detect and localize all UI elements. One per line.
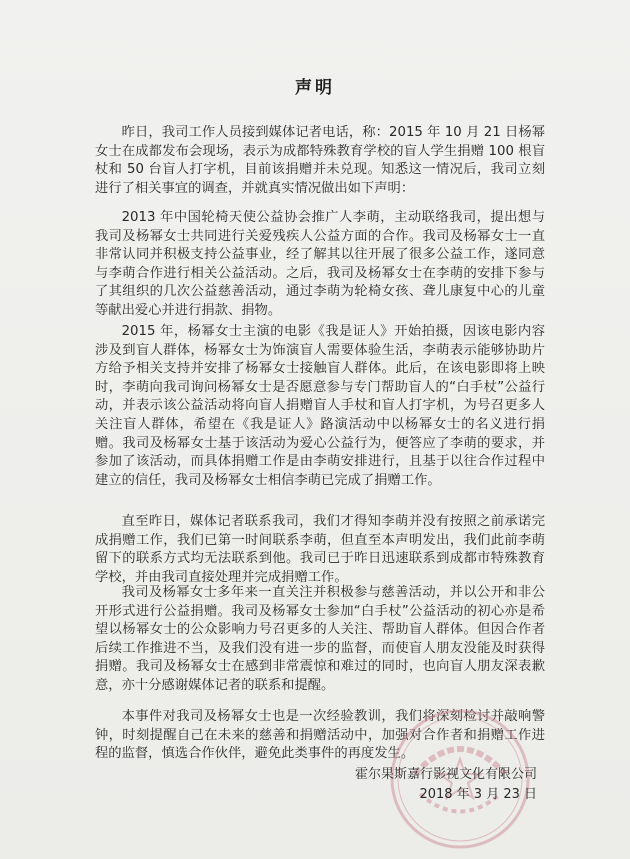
signature-date: 2018 年 3 月 23 日 <box>419 787 537 802</box>
document-title: 声明 <box>295 78 335 98</box>
paragraph-6: 本事件对我司及杨幂女士也是一次经验教训，我们将深刻检讨并敲响警钟，时刻提醒自己在未来的慈善和捐赠活动中，加强对合作者和捐赠工作进程的监督，慎选合作伙伴，避免此类事件的再度发生。 <box>95 709 545 762</box>
paragraph-3: 2015 年，杨幂女士主演的电影《我是证人》开始拍摄，因该电影内容涉及到盲人群体，杨幂女士为饰演盲人需要体验生活，李萌表示能够协助片方给予相关支持并安排了杨幂女士接触盲人群体。此后，在该电影即将上映时，李萌向我司询问杨幂女士是否愿意参与专门帮助盲人的“白手杖”公益行动，并表示该公益活动将向盲人捐赠盲人手杖和盲人打字机，为号召更多人关注盲人群体，希望在《我是证人》路演活动中以杨幂女士的名义进行捐赠。我司及杨幂女士基于该活动为爱心公益行为，便答应了李萌的要求，并参加了该活动，而具体捐赠工作是由李萌安排进行，且基于以往合作过程中建立的信任，我司及杨幂女士相信李萌已完成了捐赠工作。 <box>95 324 545 488</box>
paragraph-1: 昨日，我司工作人员接到媒体记者电话，称：2015 年 10 月 21 日杨幂女士在成都发布会现场，表示为成都特殊教育学校的盲人学生捐赠 100 根盲杖和 50 台盲人打字机，目前该捐赠并未兑现。知悉这一情况后，我司立刻进行了相关事宜的调查，并就真实情况做出如下声明： <box>95 125 545 196</box>
paragraph-4: 直至昨日，媒体记者联系我司，我们才得知李萌并没有按照之前承诺完成捐赠工作，我们已第一时间联系李萌，但直至本声明发出，我们此前李萌留下的联系方式均无法联系到他。我司已于昨日迅速联系到成都市特殊教育学校，并由我司直接处理并完成捐赠工作。 <box>95 514 545 585</box>
paragraph-5: 我司及杨幂女士多年来一直关注并积极参与慈善活动，并以公开和非公开形式进行公益捐赠。我司及杨幂女士参加“白手杖”公益活动的初心亦是希望以杨幂女士的公众影响力号召更多的人关注、帮助盲人群体。但因合作者后续工作推进不当，及我们没有进一步的监督，而使盲人朋友没能及时获得捐赠。我司及杨幂女士在感到非常震惊和难过的同时，也向盲人朋友深表歉意，亦十分感谢媒体记者的联系和提醒。 <box>95 585 545 693</box>
company-signature: 霍尔果斯嘉行影视文化有限公司 <box>354 767 537 782</box>
paragraph-2: 2013 年中国轮椅天使公益协会推广人李萌，主动联络我司，提出想与我司及杨幂女士共同进行关爱残疾人公益方面的合作。我司及杨幂女士一直非常认同并积极支持公益事业，经了解其以往开展了很多公益工作，遂同意与李萌合作进行相关公益活动。之后，我司及杨幂女士在李萌的安排下参与了其组织的几次公益慈善活动，通过李萌为轮椅女孩、聋儿康复中心的儿童等献出爱心并进行捐款、捐物。 <box>95 210 545 318</box>
